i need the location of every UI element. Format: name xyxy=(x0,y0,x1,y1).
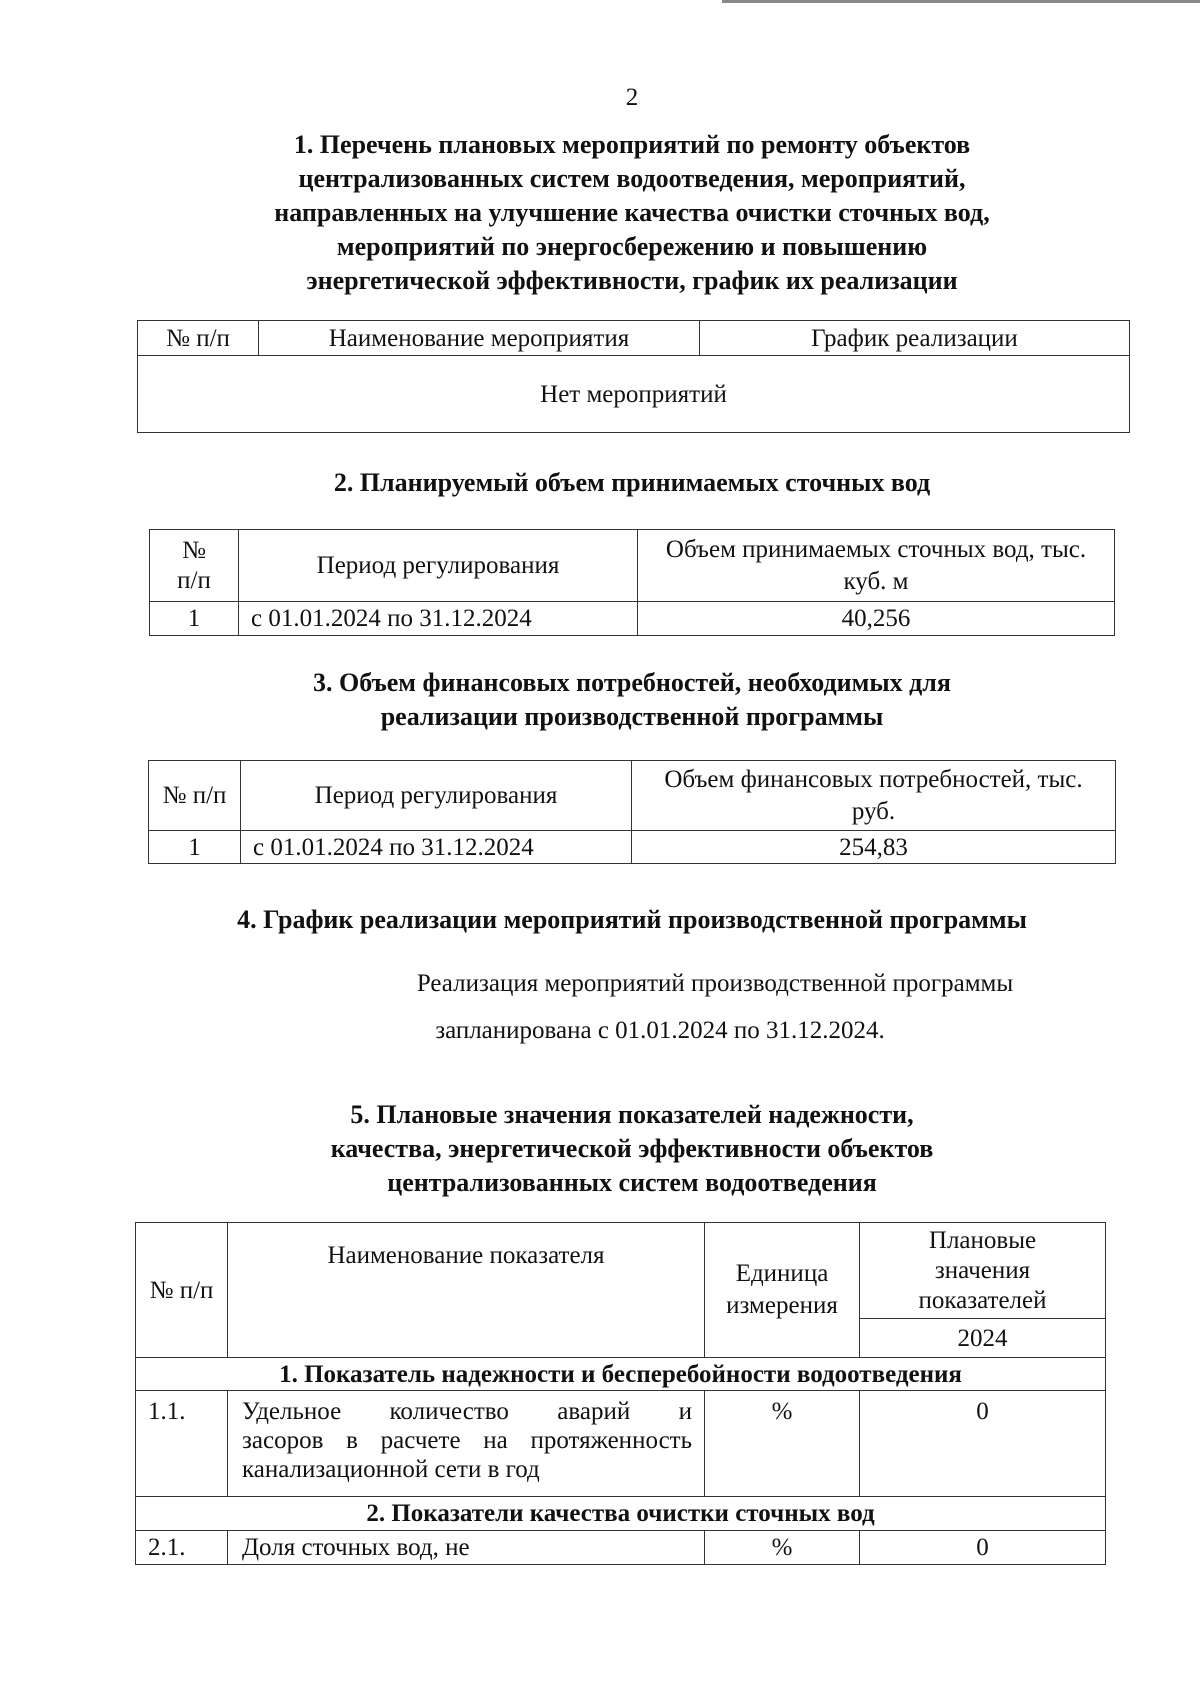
group-title: 1. Показатель надежности и бесперебойности водоотведения xyxy=(136,1358,1106,1391)
row-num: 1 xyxy=(149,831,241,864)
header-num-text: № п/п xyxy=(177,536,211,594)
no-events-cell: Нет мероприятий xyxy=(138,356,1130,433)
row-value: 0 xyxy=(860,1531,1106,1565)
header-finance-text: Объем финансовых потребностей, тыс. руб. xyxy=(664,765,1083,825)
row-num: 1.1. xyxy=(136,1391,228,1497)
indicator-name-line: канализационной сети в год xyxy=(242,1456,540,1483)
section5-title-line: качества, энергетической эффективности объектов xyxy=(330,1134,934,1163)
section1-table xyxy=(137,320,1130,433)
header-num: № п/п xyxy=(149,761,241,831)
row-unit: % xyxy=(705,1531,860,1565)
row-num: 2.1. xyxy=(136,1531,228,1565)
header-finance xyxy=(632,761,1116,831)
row-period: с 01.01.2024 по 31.12.2024 xyxy=(239,602,638,636)
section2-table xyxy=(149,529,1115,636)
section3-title xyxy=(0,666,1200,734)
header-indicator-name: Наименование показателя xyxy=(228,1223,705,1358)
header-event-name: Наименование мероприятия xyxy=(259,321,700,356)
header-num: № п/п xyxy=(136,1223,228,1358)
indicator-name-line: засоров в расчете на протяженность xyxy=(242,1427,692,1454)
row-volume: 40,256 xyxy=(638,602,1115,636)
header-unit-text: Единица измерения xyxy=(726,1260,838,1319)
header-volume-text: Объем принимаемых сточных вод, тыс. куб. м xyxy=(665,535,1087,595)
section1-title-line: направленных на улучшение качества очистки сточных вод, xyxy=(274,198,990,227)
section3-table xyxy=(148,760,1116,864)
row-value: 0 xyxy=(860,1391,1106,1497)
section2-title: 2. Планируемый объем принимаемых сточных вод xyxy=(333,468,931,497)
header-unit xyxy=(705,1223,860,1358)
section1-title xyxy=(0,128,1200,298)
row-unit: % xyxy=(705,1391,860,1497)
section4-title: 4. График реализации мероприятий производственной программы xyxy=(237,905,1027,934)
page-number: 2 xyxy=(625,84,639,111)
section1-title-line: энергетической эффективности, график их реализации xyxy=(306,266,958,295)
section1-title-line: централизованных систем водоотведения, мероприятий, xyxy=(298,164,966,193)
header-schedule: График реализации xyxy=(700,321,1130,356)
group-title: 2. Показатели качества очистки сточных вод xyxy=(136,1497,1106,1531)
section4-text-line2: запланирована с 01.01.2024 по 31.12.2024. xyxy=(435,1017,885,1044)
header-volume xyxy=(638,530,1115,602)
header-num: № п/п xyxy=(138,321,259,356)
section5-title xyxy=(0,1098,1200,1200)
header-period: Период регулирования xyxy=(241,761,632,831)
section1-title-line: 1. Перечень плановых мероприятий по ремонту объектов xyxy=(293,130,971,159)
row-indicator-name: Доля сточных вод, не xyxy=(228,1531,705,1565)
section5-table xyxy=(135,1222,1106,1565)
section5-title-line: 5. Плановые значения показателей надежности, xyxy=(350,1100,914,1129)
header-plan-text: Плановые значения показателей xyxy=(918,1226,1047,1314)
section1-title-line: мероприятий по энергосбережению и повышению xyxy=(336,232,928,261)
row-num: 1 xyxy=(150,602,239,636)
header-plan xyxy=(860,1223,1106,1319)
top-edge-line xyxy=(722,0,1200,3)
row-indicator-name xyxy=(228,1391,705,1497)
row-finance: 254,83 xyxy=(632,831,1116,864)
header-year: 2024 xyxy=(860,1319,1106,1358)
section5-title-line: централизованных систем водоотведения xyxy=(387,1168,877,1197)
header-num xyxy=(150,530,239,602)
header-period: Период регулирования xyxy=(239,530,638,602)
section3-title-line: реализации производственной программы xyxy=(380,702,884,731)
indicator-name-line: Удельное количество аварий и xyxy=(242,1398,692,1425)
section3-title-line: 3. Объем финансовых потребностей, необходимых для xyxy=(313,668,951,697)
section4-text-line1: Реализация мероприятий производственной программы xyxy=(416,970,1014,997)
row-period: с 01.01.2024 по 31.12.2024 xyxy=(241,831,632,864)
